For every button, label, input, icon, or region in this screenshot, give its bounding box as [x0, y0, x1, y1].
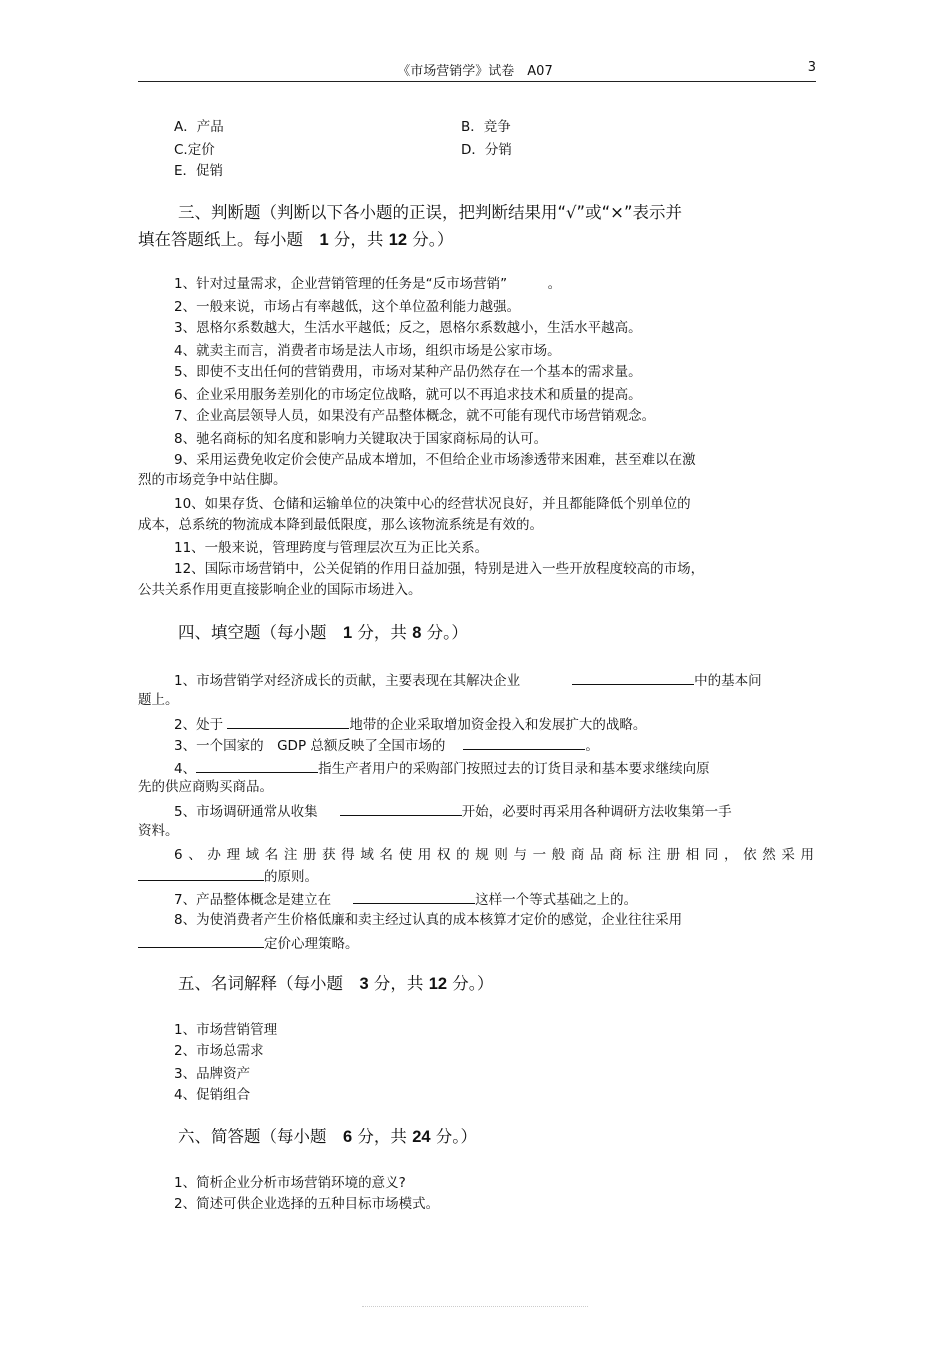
option-c: C.定价: [174, 142, 215, 158]
tf-question-4: 4、就卖主而言，消费者市场是法人市场，组织市场是公家市场。: [174, 343, 561, 359]
answer-blank[interactable]: [227, 714, 349, 729]
tf-question-5: 5、即使不支出任何的营销费用，市场对某种产品仍然存在一个基本的需求量。: [174, 364, 642, 380]
header-title: 《市场营销学》试卷 A07: [397, 64, 553, 79]
fill-question-5: 5、市场调研通常从收集 开始，必要时再采用各种调研方法收集第一手: [174, 801, 732, 822]
tf-question-2: 2、一般来说，市场占有率越低，这个单位盈利能力越强。: [174, 299, 521, 315]
fill-question-8-cont: 定价心理策略。: [138, 933, 359, 954]
option-e: E．促销: [174, 163, 224, 179]
header-divider: [138, 81, 816, 82]
short-answer-2: 2、简述可供企业选择的五种目标市场模式。: [174, 1196, 440, 1212]
fill-question-2: 2、处于 地带的企业采取增加资金投入和发展扩大的战略。: [174, 714, 646, 735]
section-5-title: 五、名词解释（每小题 3 分，共 12 分。）: [178, 974, 494, 993]
fill-question-5-cont: 资料。: [138, 823, 179, 839]
term-4: 4、促销组合: [174, 1087, 251, 1103]
fill-question-8: 8、为使消费者产生价格低廉和卖主经过认真的成本核算才定价的感觉，企业往往采用: [174, 912, 683, 928]
answer-blank[interactable]: [353, 889, 475, 904]
tf-question-12: 12、国际市场营销中，公关促销的作用日益加强，特别是进入一些开放程度较高的市场，: [174, 561, 705, 577]
term-3: 3、品牌资产: [174, 1066, 251, 1082]
short-answer-1: 1、简析企业分析市场营销环境的意义?: [174, 1175, 406, 1191]
tf-question-11: 11、一般来说，管理跨度与管理层次互为正比关系。: [174, 540, 489, 556]
option-d: D．分销: [461, 142, 512, 158]
option-a: A．产品: [174, 119, 224, 135]
fill-question-4-cont: 先的供应商购买商品。: [138, 779, 273, 795]
answer-blank[interactable]: [196, 758, 318, 773]
page-number: 3: [807, 60, 816, 75]
fill-question-1: 1、市场营销学对经济成长的贡献，主要表现在其解决企业 中的基本问: [174, 670, 762, 691]
term-2: 2、市场总需求: [174, 1043, 264, 1059]
section-4-title: 四、填空题（每小题 1 分，共 8 分。）: [178, 623, 468, 642]
section-6-title: 六、简答题（每小题 6 分，共 24 分。）: [178, 1127, 478, 1146]
fill-question-6-cont: 的原则。: [138, 866, 318, 887]
fill-question-6: 6、办理域名注册获得域名使用权的规则与一般商品商标注册相同，依然采用: [174, 847, 814, 863]
section-3-title-line1: 三、判断题（判断以下各小题的正误，把判断结果用“√”或“×”表示并: [178, 203, 683, 222]
tf-question-9: 9、采用运费免收定价会使产品成本增加，不但给企业市场渗透带来困难，甚至难以在激: [174, 452, 696, 468]
section-3-title-line2: 填在答题纸上。每小题 1 分，共 12 分。）: [138, 230, 454, 249]
fill-question-1-cont: 题上。: [138, 692, 179, 708]
fill-question-3: 3、一个国家的 GDP 总额反映了全国市场的 。: [174, 735, 599, 756]
tf-question-10-cont: 成本，总系统的物流成本降到最低限度，那么该物流系统是有效的。: [138, 517, 543, 533]
answer-blank[interactable]: [572, 670, 694, 685]
tf-question-8: 8、驰名商标的知名度和影响力关键取决于国家商标局的认可。: [174, 431, 548, 447]
answer-blank[interactable]: [340, 801, 462, 816]
answer-blank[interactable]: [138, 866, 264, 881]
tf-question-1: 1、针对过量需求，企业营销管理的任务是“反市场营销” 。: [174, 276, 562, 292]
tf-question-6: 6、企业采用服务差别化的市场定位战略，就可以不再追求技术和质量的提高。: [174, 387, 642, 403]
option-b: B．竞争: [461, 119, 511, 135]
fill-question-4: 4、 指生产者用户的采购部门按照过去的订货目录和基本要求继续向原: [174, 758, 710, 779]
tf-question-12-cont: 公共关系作用更直接影响企业的国际市场进入。: [138, 582, 422, 598]
term-1: 1、市场营销管理: [174, 1022, 278, 1038]
footer-dotted-line: [362, 1306, 588, 1307]
tf-question-3: 3、恩格尔系数越大，生活水平越低；反之，恩格尔系数越小，生活水平越高。: [174, 320, 642, 336]
answer-blank[interactable]: [138, 933, 264, 948]
answer-blank[interactable]: [463, 735, 585, 750]
tf-question-10: 10、如果存货、仓储和运输单位的决策中心的经营状况良好，并且都能降低个别单位的: [174, 496, 691, 512]
fill-question-7: 7、产品整体概念是建立在 这样一个等式基础之上的。: [174, 889, 637, 910]
tf-question-9-cont: 烈的市场竞争中站住脚。: [138, 472, 287, 488]
tf-question-7: 7、企业高层领导人员，如果没有产品整体概念，就不可能有现代市场营销观念。: [174, 408, 656, 424]
